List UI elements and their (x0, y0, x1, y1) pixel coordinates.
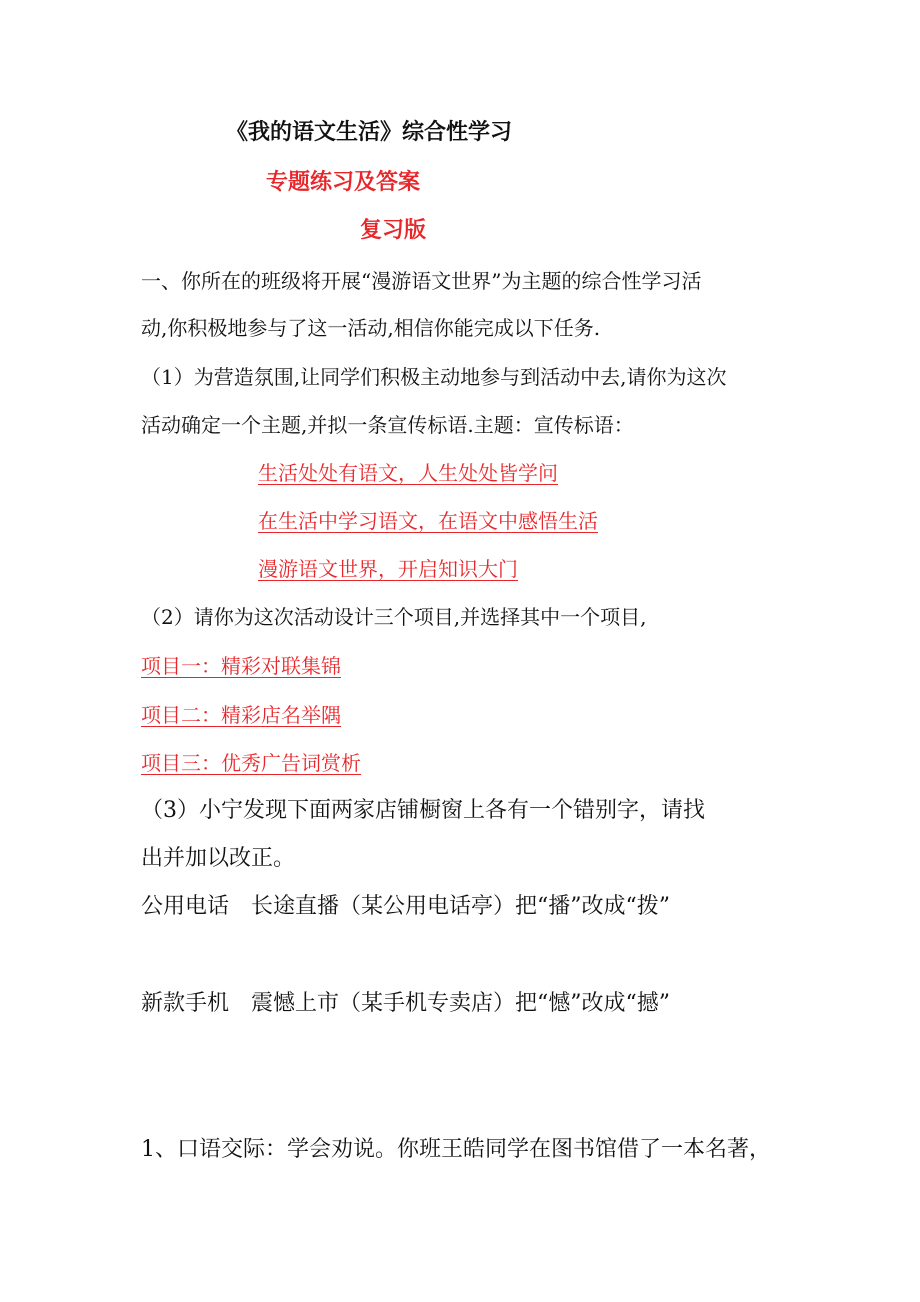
project-answer-1: 项目一：精彩对联集锦 (141, 654, 341, 678)
doc-title-line1: 《我的语文生活》综合性学习 (226, 120, 513, 145)
section1-intro-line2: 动,你积极地参与了这一活动,相信你能完成以下任务. (141, 316, 601, 340)
doc-title-line2: 专题练习及答案 (266, 170, 421, 195)
slogan-answer-1: 生活处处有语文，人生处处皆学问 (258, 461, 558, 485)
project-answer-3: 项目三：优秀广告词赏析 (141, 751, 361, 775)
question-1-line2: 活动确定一个主题,并拟一条宣传标语.主题：宣传标语： (141, 413, 634, 437)
question-2: （2）请你为这次活动设计三个项目,并选择其中一个项目, (141, 605, 647, 629)
doc-title-line3: 复习版 (360, 218, 427, 243)
section1-intro-line1: 一、你所在的班级将开展“漫游语文世界”为主题的综合性学习活 (141, 269, 702, 293)
section2-question-1-line1: 1、口语交际：学会劝说。你班王皓同学在图书馆借了一本名著， (141, 1137, 771, 1162)
correction-answer-1: 公用电话 长途直播（某公用电话亭）把“播”改成“拨” (141, 894, 670, 919)
question-1-line1: （1）为营造氛围,让同学们积极主动地参与到活动中去,请你为这次 (141, 365, 727, 389)
project-answer-2: 项目二：精彩店名举隅 (141, 703, 341, 727)
correction-answer-2: 新款手机 震憾上市（某手机专卖店）把“憾”改成“撼” (141, 991, 670, 1016)
question-3-line2: 出并加以改正。 (141, 846, 296, 871)
slogan-answer-2: 在生活中学习语文，在语文中感悟生活 (258, 509, 598, 533)
slogan-answer-3: 漫游语文世界，开启知识大门 (258, 557, 518, 581)
question-3-line1: （3）小宁发现下面两家店铺橱窗上各有一个错别字，请找 (141, 798, 705, 823)
